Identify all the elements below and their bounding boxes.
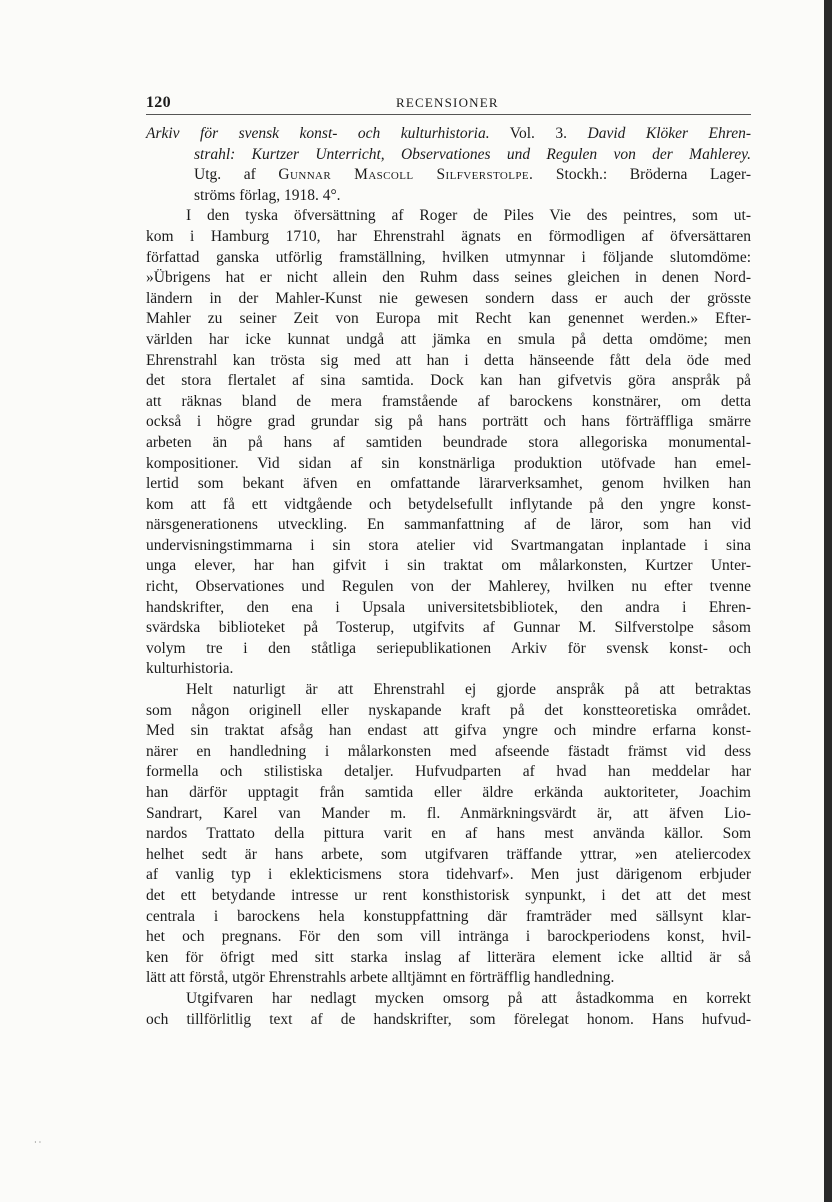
page-header [146,94,751,116]
text-line: helhet sedt är hans arbete, som utgifvaren träffande yttrar, »en ateliercodex [146,845,751,863]
header-rule [146,114,751,115]
citation-line: ströms förlag, 1918. 4°. [194,186,341,204]
text-line: Helt naturligt är att Ehrenstrahl ej gjorde anspråk på att betraktas [186,681,751,699]
text-line: svärdska biblioteket på Tosterup, utgifvits af Gunnar M. Silfverstolpe såsom [146,619,751,637]
text-line: handskrifter, den ena i Upsala universitetsbibliotek, den andra i Ehren- [146,598,751,616]
citation [146,124,751,206]
text-line: och tillförlitlig text af de handskrifter, som förelegat honom. Hans hufvud- [146,1010,751,1028]
text-line: Med sin traktat afsåg han endast att gifva yngre och mindre erfarna konst- [146,722,751,740]
running-head: RECENSIONER [396,95,499,110]
series-title: Arkiv för svensk konst- och kulturhistoria. [146,125,490,142]
text-line: lätt att förstå, utgör Ehrenstrahls arbete alltjämnt en förträfflig handledning. [146,969,615,987]
text-line: ken för öfrigt med sitt starka inslag af litterära element icke alltid är så [146,948,751,966]
volume: Vol. 3. [509,125,568,142]
text-line: ländern in der Mahler-Kunst nie gewesen sondern dass er auch der grösste [146,289,751,307]
text-line: han därför upptagit från samtida eller äldre erkända auktoriteter, Joachim [146,784,751,801]
scan-specks: · · [34,1138,42,1147]
text-line: I den tyska öfversättning af Roger de Piles Vie des peintres, som ut- [186,207,751,225]
text-line: Sandrart, Karel van Mander m. fl. Anmärkningsvärdt är, att äfven Lio- [146,804,751,822]
text-line: kom att få ett vidtgående och betydelsefullt inflytande på den yngre konst- [146,495,751,513]
text-line: som någon originell eller nyskapande kraft på det konstteoretiska området. [146,701,751,719]
text-line: också i högre grad grundar sig på hans porträtt och hans förträffliga smärre [146,413,751,431]
editor-name: Gunnar Mascoll Silfverstolpe. [278,166,534,184]
text-line: Ehrenstrahl kan trösta sig med att han i detta hänseende fått dela öde med [146,351,751,369]
review-body [146,124,751,1030]
publisher: Stockh.: Bröderna Lager- [555,166,752,184]
text-line: nardos Trattato della pittura varit en af hans mest använda källor. Som [146,825,751,843]
text-line: kompositioner. Vid sidan af sin konstnärliga produktion utöfvade han emel- [146,454,751,472]
text-line: närsgenerationens utveckling. En sammanfattning af de läror, som han vid [146,516,751,534]
text-line: närer en handledning i målarkonsten med afseende fästadt främst vid dess [146,742,751,760]
text-line: unga elever, har han gifvit i sin traktat om målarkonsten, Kurtzer Unter- [146,557,751,575]
work-author: David Klöker Ehren- [587,125,751,142]
text-line: undervisningstimmarna i sin stora atelier vid Svartmangatan inplantade i sina [146,536,751,554]
text-line: volym tre i den ståtliga seriepublikationen Arkiv för svensk konst- och [146,639,751,657]
text-line: arbeten än på hans af samtiden beundrade stora allegoriska monumental- [146,433,751,451]
paragraph-2 [146,680,751,989]
text-line: af vanlig typ i eklekticismens stora tidehvarf». Men just därigenom erbjuder [146,866,751,884]
text-line: kulturhistoria. [146,660,234,678]
text-line: formella och stilistiska detaljer. Hufvudparten af hvad han meddelar har [146,763,751,781]
citation-line [146,165,751,186]
citation-line: strahl: Kurtzer Unterricht, Observationes und Regulen von der Mahlerey. [194,145,751,163]
scan-edge-shadow [824,0,832,1202]
text-line: att räknas bland de mera framstående af barockens konstnärer, om detta [146,392,751,410]
editor-prefix: Utg. af [194,166,256,184]
paragraph-3 [146,989,751,1030]
text-line: »Übrigens hat er nicht allein den Ruhm dass seines gleichen in denen Nord- [146,269,751,287]
text-line: det stora flertalet af sina samtida. Dock kan han gifvetvis göra anspråk på [146,372,751,390]
citation-line [146,124,751,145]
text-line: Mahler zu seiner Zeit von Europa mit Recht kan genennet werden.» Efter- [146,310,751,328]
page-number: 120 [146,94,171,111]
text-line: Utgifvaren har nedlagt mycken omsorg på att åstadkomma en korrekt [186,989,751,1007]
text-line: världen har icke kunnat undgå att jämka en smula på detta omdöme; men [146,330,751,348]
text-line: lertid som bekant äfven en omfattande lärarverksamhet, genom hvilken han [146,475,751,493]
paragraph-1 [146,206,751,680]
text-line: författad ganska utförlig framställning, hvilken utmynnar i följande slutomdöme: [146,248,751,266]
text-line: het och pregnans. För den som vill intränga i barockperiodens konst, hvil- [146,928,751,946]
text-line: centrala i barockens hela konstuppfattning där framträder med sällsynt klar- [146,907,751,925]
text-line: richt, Observationes und Regulen von der Mahlerey, hvilken nu efter tvenne [146,578,751,596]
text-line: kom i Hamburg 1710, har Ehrenstrahl ägnats en förmodligen af öfversättaren [146,227,751,245]
text-line: det ett betydande intresse ur rent konsthistorisk synpunkt, i det att det mest [146,886,751,904]
